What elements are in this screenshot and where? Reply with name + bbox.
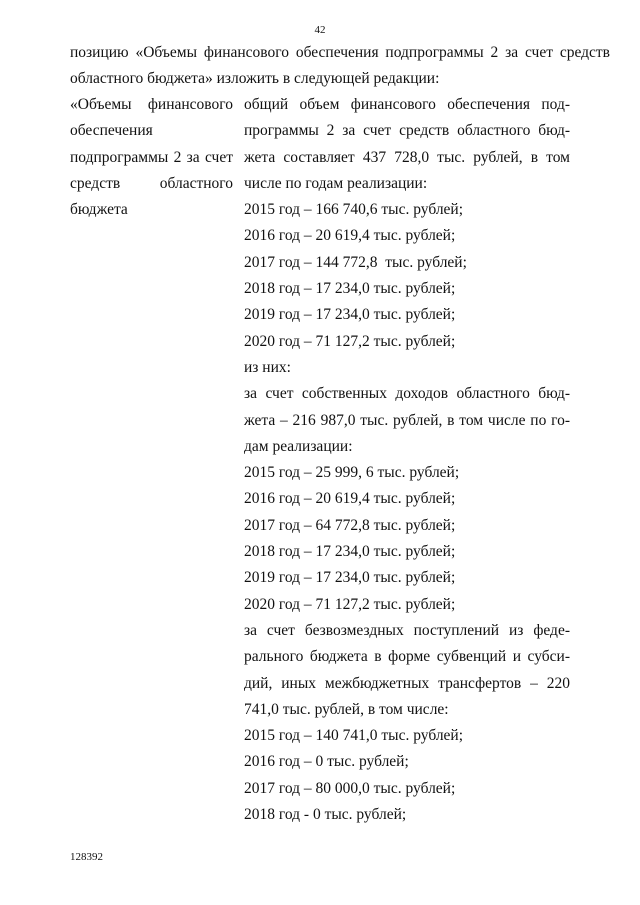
year-amount-line: 2019 год – 17 234,0 тыс. рублей; [244, 306, 456, 324]
year-amount-line: 2018 год – 17 234,0 тыс. рублей; [244, 543, 456, 561]
year-amount-line: 2020 год – 71 127,2 тыс. рублей; [244, 595, 456, 613]
year-amount-line: 2018 год - 0 тыс. рублей; [244, 806, 407, 824]
detail-line: за счет безвозмездных поступлений из феде- [244, 621, 570, 639]
label-line: бюджета [70, 201, 128, 219]
label-line: подпрограммы 2 за счет [70, 148, 233, 166]
year-amount-line: 2015 год – 25 999, 6 тыс. рублей; [244, 464, 460, 482]
detail-line: жета – 216 987,0 тыс. рублей, в том числе по го- [244, 411, 570, 429]
year-amount-line: 2015 год – 140 741,0 тыс. рублей; [244, 727, 464, 745]
detail-line: общий объем финансового обеспечения под- [244, 96, 570, 113]
detail-line: числе по годам реализации: [244, 174, 428, 192]
detail-line: жета составляет 437 728,0 тыс. рублей, в том [244, 148, 570, 166]
label-line: средств областного [70, 174, 233, 192]
detail-line: 741,0 тыс. рублей, в том числе: [244, 700, 449, 718]
detail-line: дам реализации: [244, 437, 353, 455]
year-amount-line: 2015 год – 166 740,6 тыс. рублей; [244, 201, 464, 219]
label-line: «Объемы финансового [70, 96, 233, 113]
document-code: 128392 [70, 851, 103, 863]
funding-details-column [244, 92, 570, 828]
year-amount-line: 2017 год – 64 772,8 тыс. рублей; [244, 516, 456, 534]
year-amount-line: 2017 год – 144 772,8 тыс. рублей; [244, 253, 467, 271]
year-amount-line: 2016 год – 20 619,4 тыс. рублей; [244, 227, 456, 245]
label-line: обеспечения [70, 122, 153, 140]
year-amount-line: 2018 год – 17 234,0 тыс. рублей; [244, 280, 456, 298]
detail-line: из них: [244, 358, 291, 376]
detail-line: дий, иных межбюджетных трансфертов – 220 [244, 674, 570, 692]
year-amount-line: 2016 год – 0 тыс. рублей; [244, 753, 409, 771]
year-amount-line: 2019 год – 17 234,0 тыс. рублей; [244, 569, 456, 587]
detail-line: программы 2 за счет средств областного бюд- [244, 122, 570, 140]
year-amount-line: 2017 год – 80 000,0 тыс. рублей; [244, 779, 456, 797]
detail-line: за счет собственных доходов областного бюд- [244, 385, 570, 403]
page-number: 42 [314, 24, 326, 36]
intro-paragraph [70, 40, 610, 92]
year-amount-line: 2016 год – 20 619,4 тыс. рублей; [244, 490, 456, 508]
intro-line: областного бюджета» изложить в следующей редакции: [70, 70, 440, 87]
year-amount-line: 2020 год – 71 127,2 тыс. рублей; [244, 332, 456, 350]
detail-line: рального бюджета в форме субвенций и субси- [244, 648, 570, 666]
intro-line: позицию «Объемы финансового обеспечения подпрограммы 2 за счет средств [70, 44, 610, 61]
position-label-column [70, 92, 233, 223]
